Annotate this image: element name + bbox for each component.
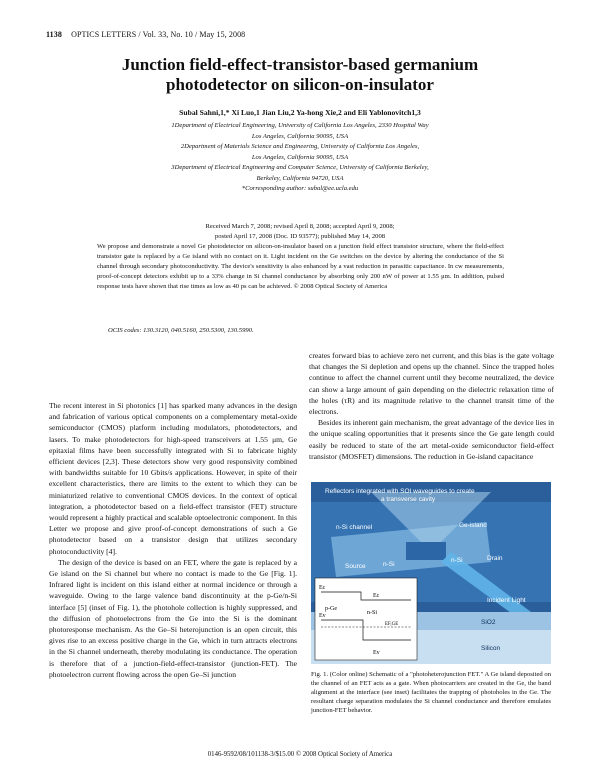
label-reflectors: Reflectors integrated with SOI waveguides to create (325, 488, 475, 495)
journal-citation: OPTICS LETTERS / Vol. 33, No. 10 / May 15, 2008 (71, 30, 246, 39)
affiliation-line: 1Department of Electrical Engineering, University of California Los Angeles, 2330 Hospital Way (171, 122, 429, 129)
label-n-si-right: n-Si (451, 557, 463, 564)
affiliation-line: Los Angeles, California 90095, USA (251, 153, 349, 161)
figure-1-schematic (311, 482, 551, 664)
copyright-footer: 0146-9592/08/101138-3/$15.00 © 2008 Optical Society of America (207, 751, 393, 758)
affiliation-line: 2Department of Materials Science and Engineering, University of California Los Angeles, (180, 143, 420, 150)
label-ge-island: Ge-island (459, 522, 487, 529)
affiliation-line: Los Angeles, California 90095, USA (251, 132, 349, 140)
figure-caption: Fig. 1. (Color online) Schematic of a "photoheterojunction FET." A Ge island deposited on the channel of an FET acts as a gate. When photocarriers are created in the Ge, the band alignment at the interface (see inset) facilitates the trapping of photoholes in the Ge. The resultant charge separation modulates the Si channel conductance and therefore emulates junction-FET behavior. (311, 671, 551, 714)
received-line: posted April 17, 2008 (Doc. ID 93577); published May 14, 2008 (214, 232, 386, 240)
label-silicon: Silicon (481, 645, 501, 652)
inset-ev-left: Ev (319, 613, 326, 619)
inset-ec-right: Ec (373, 593, 380, 599)
body-paragraph: Besides its inherent gain mechanism, the great advantage of the device lies in the unique scaling opportunities that it presents since the Ge gate length could easily be reduced to state of the art metal-oxide semiconductor field-effect transistor (MOSFET) dimensions. The reduction in Ge-island capacitance (309, 418, 554, 461)
body-paragraph: The design of the device is based on an FET, where the gate is replaced by a Ge island on the Si channel but where no contact is made to the Ge [Fig. 1]. Infrared light is incident on this island either at normal incidence or through a waveguide. Owing to the large valence band discontinuity at the p-Ge/n-Si interface [5] (inset of Fig. 1), the photohole collection is highly suppressed, and the diffusion of photoelectrons from the Ge into the Si is the dominant photoresponse mechanism. As the Ge–Si heterojunction is an open circuit, this gives rise to an excess positive charge in the Ge, which in turn attracts electrons in the Si channel underneath, thereby modulating its conductance. The operation is therefore that of a junction-field-effect-transistor (junction-FET). The photoelectron current flowing across the open Ge–Si junction (49, 557, 297, 679)
label-incident-light: Incident Light (487, 597, 526, 604)
label-n-si-channel: n-Si channel (336, 524, 373, 531)
author-list: Subal Sahni,1,* Xi Luo,1 Jian Liu,2 Ya-hong Xie,2 and Eli Yablonovitch1,3 (179, 108, 421, 117)
body-paragraph: creates forward bias to achieve zero net current, and this bias is the gate voltage that changes the Si depletion and opens up the channel. Since the trapped holes continue to affect the channel current until they become neutralized, the device can show a large amount of gain depending on the dielectric relaxation time of the holes (τR) and its magnitude relative to the channel transit time of the electrons. (309, 351, 554, 417)
affiliations (110, 121, 490, 195)
inset-ev-right: Ev (373, 650, 380, 656)
affiliation-line: Berkeley, California 94720, USA (256, 174, 344, 182)
inset-ef: EF,GE (385, 622, 399, 627)
ge-island-shape (406, 542, 446, 560)
paper-title: Junction field-effect-transistor-based germanium photodetector on silicon-on-insulator (121, 55, 479, 94)
affiliation-line: 3Department of Electrical Engineering and Computer Science, University of California Berkeley, (171, 164, 429, 171)
inset-ec-left: Ec (319, 585, 326, 591)
page-number: 1138 (46, 30, 62, 39)
running-header (46, 30, 245, 39)
received-line: Received March 7, 2008; revised April 8, 2008; accepted April 9, 2008; (205, 223, 395, 230)
inset-p-ge: p-Ge (325, 606, 337, 612)
corresponding-author: *Corresponding author: subal@ee.ucla.edu (241, 185, 359, 192)
right-column (309, 350, 554, 480)
label-cavity: a transverse cavity (381, 496, 436, 503)
band-diagram-inset (315, 578, 417, 660)
received-dates (90, 222, 510, 241)
label-n-si-left: n-Si (383, 561, 395, 568)
inset-frame (315, 578, 417, 660)
label-sio2: SiO2 (481, 619, 496, 626)
abstract: We propose and demonstrate a novel Ge photodetector on silicon-on-insulator based on a junction field effect transistor structure, where the field-effect transistor gate is replaced by a Ge island with no contact on it. Light incident on the Ge switches on the device by altering the conductance of the Si channel through secondary photoconductivity. The device's sensitivity is also enhanced by a vast reduction in parasitic capacitance. In cw measurements, proof-of-concept detectors exhibit up to a 33% change in Si channel conductance by absorbing only 200 nW of power at 1.55 μm. In addition, pulsed response tests have shown that rise times as low as 40 ps can be achieved. © 2008 Optical Society of America (97, 243, 504, 290)
body-paragraph: The recent interest in Si photonics [1] has sparked many advances in the design and fabrication of various optical components on a complementary metal-oxide semiconductor (CMOS) platform including modulators, photodetectors, and lasers. To make photodetectors for high-speed transceivers at 1.55 μm, Ge epitaxial films have been successfully integrated with Si to fabricate highly efficient devices [2,3]. These detectors show very good responsivity combined with bandwidths suitable for 10 Gbits/s applications. However, in spite of their excellent characteristics, there are limits to the extent to which they can be miniaturized relative to conventional CMOS devices. In the context of optical integration, a photodetector based on a field-effect transistor (FET) structure would represent a highly practical and scalable optoelectronic component. In this Letter we propose and give proof-of-concept demonstrations of such a Ge photodetector based on a transistor design that utilizes secondary photoconductivity [4]. (49, 401, 297, 556)
label-source: Source (345, 563, 366, 570)
left-column (49, 340, 297, 745)
inset-n-si: n-Si (367, 610, 378, 616)
label-drain: Drain (487, 555, 503, 562)
ocis-codes: OCIS codes: 130.3120, 040.5160, 250.5300, 130.5990. (108, 327, 254, 334)
